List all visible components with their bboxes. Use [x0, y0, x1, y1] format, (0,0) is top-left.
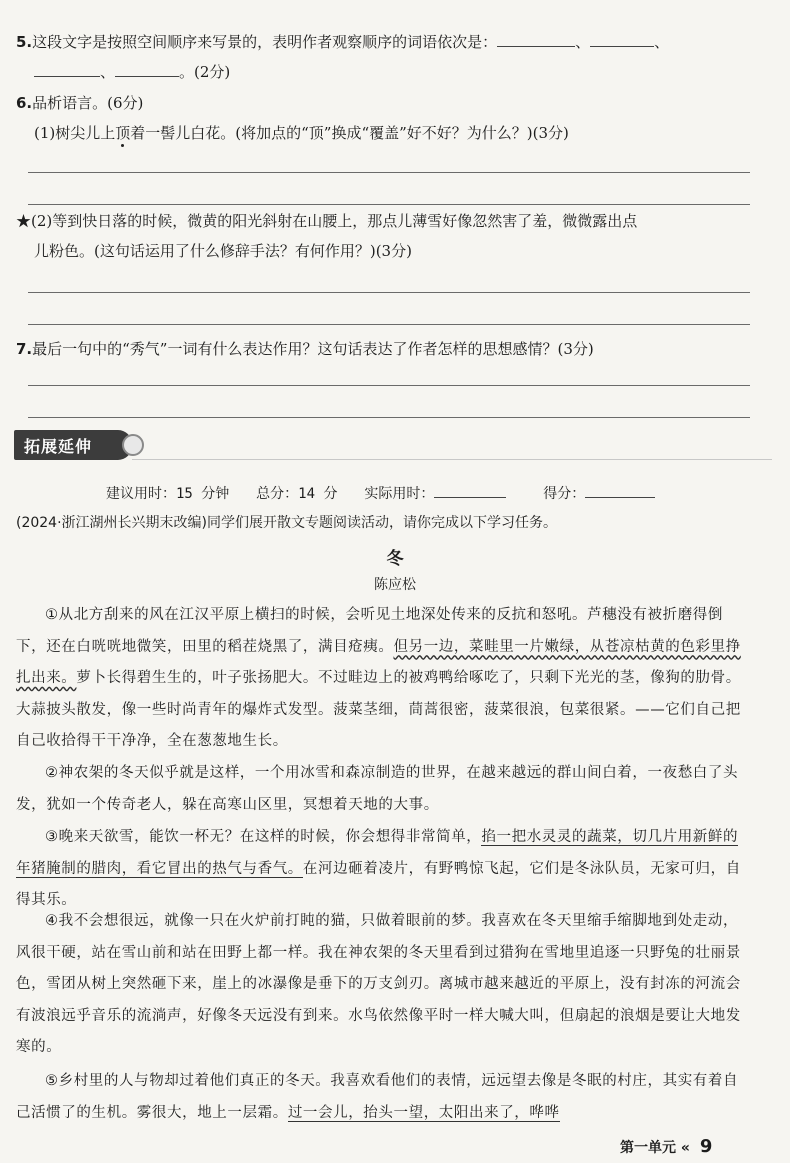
total-score-label: 总分： [256, 486, 299, 502]
answer-line[interactable] [28, 417, 750, 418]
question-7 [16, 338, 594, 360]
paragraph-text: 在河边砸着凌片，有野鸭惊飞起，它们是冬泳队员，无家可归，自得其乐。 [16, 860, 741, 908]
search-icon [122, 434, 144, 456]
answer-line[interactable] [28, 172, 750, 173]
answer-blank[interactable] [34, 60, 100, 77]
separator: 、 [654, 33, 670, 51]
answer-line[interactable] [28, 204, 750, 205]
question-number: 5. [16, 33, 33, 51]
question-6-sub2-line1: ★(2)等到快日落的时候，微黄的阳光斜射在山腰上，那点儿薄雪好像忽然害了羞，微微露出点 [16, 212, 638, 230]
section-banner [14, 430, 132, 460]
actual-time-label: 实际用时： [364, 486, 435, 502]
actual-time-field[interactable] [434, 481, 506, 498]
question-6-sub1 [34, 122, 569, 144]
paragraph-text: ③晚来天欲雪，能饮一杯无？在这样的时候，你会想得非常简单， [45, 829, 482, 845]
question-6-sub2-line2: 儿粉色。(这句话运用了什么修辞手法？有何作用？)(3分) [34, 242, 412, 260]
total-score: 14 分 [298, 486, 338, 502]
paragraph-text: 萝卜长得碧生生的，叶子张扬肥大。不过畦边上的被鸡鸭给啄吃了，只剩下光光的茎，像狗的肋骨。大蒜披头散发，像一些时尚青年的爆炸式发型。菠菜茎细，茼蒿很密，菠菜很浪，包菜很紧。——它们自己把自己收拾得干干净净，全在葱葱地生长。 [16, 670, 741, 749]
article-paragraph-2: ②神农架的冬天似乎就是这样，一个用冰雪和森凉制造的世界，在越来越远的群山间白着，一夜愁白了头发，犹如一个传奇老人，躲在高寒山区里，冥想着天地的大事。 [16, 765, 739, 813]
sub1-text: 着一髻儿白花。(将加点的“顶”换成“覆盖”好不好？为什么？)(3分) [130, 124, 569, 142]
page-footer [620, 1136, 712, 1157]
article-author: 陈应松 [374, 577, 416, 593]
question-5-cont [34, 60, 230, 83]
underlined-sentence: 但另一边，菜畦里一片嫩绿，从苍凉枯黄的色彩里挣扎出来。 [16, 638, 741, 686]
suggested-time-label: 建议用时： [106, 486, 176, 502]
answer-line[interactable] [28, 385, 750, 386]
answer-line[interactable] [28, 292, 750, 293]
question-title: 品析语言。(6分) [32, 94, 144, 112]
section-title: 拓展延伸 [24, 437, 93, 456]
question-5 [16, 30, 669, 53]
time-score-info [106, 481, 655, 503]
underlined-sentence: 掐一把水灵灵的蔬菜，切几片用新鲜的年猪腌制的腊肉，看它冒出的热气与香气。 [16, 829, 739, 877]
paragraph-text: ⑤乡村里的人与物却过着他们真正的冬天。我喜欢看他们的表情，远远望去像是冬眠的村庄，其实有着自己活惯了的生机。雾很大，地上一层霜。 [16, 1073, 739, 1121]
score-field[interactable] [585, 481, 655, 498]
unit-label: 第一单元 « [620, 1140, 690, 1156]
question-6 [16, 92, 143, 114]
suggested-time: 15 分钟 [176, 486, 230, 502]
underlined-sentence: 过一会儿，抬头一望，太阳出来了，哗哗 [287, 1104, 560, 1121]
article-paragraph-4: ④我不会想很远，就像一只在火炉前打盹的猫，只做着眼前的梦。我喜欢在冬天里缩手缩脚地到处走动，风很干硬，站在雪山前和站在田野上都一样。我在神农架的冬天里看到过猎狗在雪地里追逐一只野兔的壮丽景色，雪团从树上突然砸下来，崖上的冰瀑像是垂下的万支剑刃。离城市越来越近的平原上，没有封冻的河流会有波浪远乎音乐的流淌声，好像冬天远没有到来。水鸟依然像平时一样大喊大叫，但扇起的浪烟是要让大地发寒的。 [16, 913, 741, 1055]
question-number: 7. [16, 340, 33, 358]
sub1-text: (1)树尖儿上 [34, 124, 116, 142]
separator: 、 [575, 33, 591, 51]
question-text: 最后一句中的“秀气”一词有什么表达作用？这句话表达了作者怎样的思想感情？(3分) [32, 340, 594, 358]
question-number: 6. [16, 94, 33, 112]
question-text: 这段文字是按照空间顺序来写景的，表明作者观察顺序的词语依次是： [32, 33, 498, 51]
article-paragraph-1 [16, 600, 741, 758]
question-points: 。(2分) [179, 63, 231, 81]
article-paragraph-5 [16, 1066, 741, 1129]
paragraph-text: ①从北方刮来的风在江汉平原上横扫的时候，会听见土地深处传来的反抗和怒吼。芦穗没有被折磨得倒下，还在白咣咣地微笑，田里的稻茬烧黑了，满目疮痍。 [16, 607, 723, 655]
score-label: 得分： [543, 486, 586, 502]
section-intro: (2024·浙江湖州长兴期末改编)同学们展开散文专题阅读活动，请你完成以下学习任务。 [16, 515, 558, 531]
page-number: 9 [699, 1136, 713, 1157]
answer-blank[interactable] [590, 30, 654, 47]
answer-blank[interactable] [115, 60, 179, 77]
section-divider [132, 459, 772, 460]
dotted-word: 顶 [115, 124, 131, 142]
answer-line[interactable] [28, 324, 750, 325]
article-paragraph-3 [16, 822, 741, 917]
separator: 、 [100, 63, 116, 81]
answer-blank[interactable] [497, 30, 575, 47]
article-title: 冬 [386, 549, 404, 569]
